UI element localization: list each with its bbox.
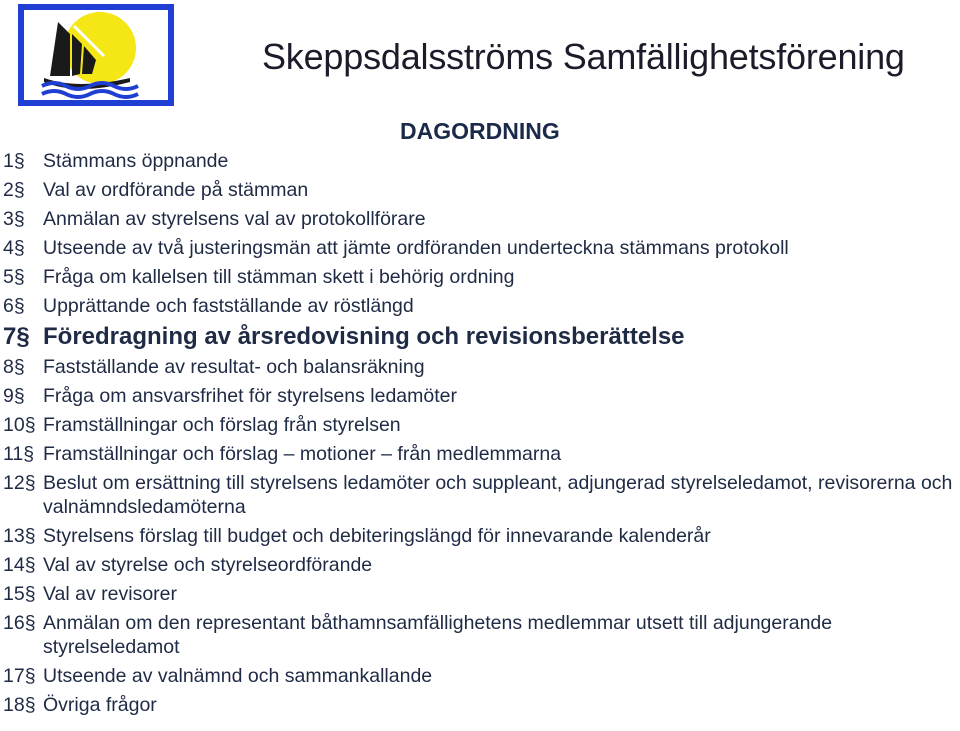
agenda-item-number: 3§ [3, 208, 25, 230]
agenda-item-7 [0, 323, 960, 351]
agenda-item-number: 8§ [3, 356, 25, 378]
agenda-item-text: Fråga om ansvarsfrihet för styrelsens ledamöter [43, 385, 457, 407]
agenda-list [0, 149, 960, 717]
agenda-item-number: 7§ [3, 323, 30, 350]
agenda-heading: DAGORDNING [400, 118, 560, 144]
agenda-item-text: Fråga om kallelsen till stämman skett i behörig ordning [43, 266, 515, 288]
agenda-item-number: 6§ [3, 295, 25, 317]
agenda-item-number: 12§ [3, 472, 36, 494]
agenda-item-1 [0, 149, 960, 173]
agenda-item-number: 17§ [3, 665, 36, 687]
agenda-item-text: Anmälan av styrelsens val av protokollförare [43, 208, 426, 230]
agenda-item-4 [0, 236, 960, 260]
agenda-item-text: Utseende av två justeringsmän att jämte ordföranden underteckna stämmans protokoll [43, 237, 789, 259]
agenda-item-number: 13§ [3, 525, 36, 547]
agenda-item-number: 9§ [3, 385, 25, 407]
agenda-item-text: Utseende av valnämnd och sammankallande [43, 665, 433, 687]
agenda-item-10 [0, 413, 960, 437]
agenda-item-13 [0, 524, 960, 548]
agenda-item-18 [0, 693, 960, 717]
agenda-item-text: Övriga frågor [43, 694, 157, 716]
agenda-item-number: 14§ [3, 554, 36, 576]
agenda-item-15 [0, 582, 960, 606]
agenda-item-6 [0, 294, 960, 318]
agenda-item-number: 15§ [3, 583, 36, 605]
agenda-item-5 [0, 265, 960, 289]
agenda-item-text: Styrelsens förslag till budget och debiteringslängd för innevarande kalenderår [43, 525, 711, 547]
agenda-item-text: Framställningar och förslag – motioner – från medlemmarna [43, 443, 562, 465]
agenda-item-number: 2§ [3, 179, 25, 201]
agenda-item-text: Anmälan om den representant båthamnsamfällighetens medlemmar utsett till adjungerande styrelseledamot [43, 612, 833, 658]
agenda-item-number: 10§ [3, 414, 36, 436]
agenda-item-text: Föredragning av årsredovisning och revisionsberättelse [43, 323, 685, 350]
agenda-item-number: 18§ [3, 694, 36, 716]
agenda-item-3 [0, 207, 960, 231]
agenda-item-number: 16§ [3, 612, 36, 634]
agenda-item-number: 1§ [3, 150, 25, 172]
agenda-item-8 [0, 355, 960, 379]
agenda-item-text: Val av ordförande på stämman [43, 179, 309, 201]
agenda-item-number: 5§ [3, 266, 25, 288]
sailboat-logo-icon [18, 4, 174, 106]
agenda-item-text: Beslut om ersättning till styrelsens ledamöter och suppleant, adjungerad styrelseledamot, revisorerna och valnämndsledamöterna [43, 472, 953, 518]
agenda-item-9 [0, 384, 960, 408]
agenda-item-17 [0, 664, 960, 688]
agenda-item-number: 4§ [3, 237, 25, 259]
agenda-item-number: 11§ [3, 443, 35, 465]
agenda-item-text: Fastställande av resultat- och balansräkning [43, 356, 425, 378]
agenda-item-11 [0, 442, 960, 466]
agenda-item-text: Stämmans öppnande [43, 150, 229, 172]
agenda-item-16 [0, 611, 960, 659]
agenda-item-text: Val av revisorer [43, 583, 178, 605]
agenda-item-text: Val av styrelse och styrelseordförande [43, 554, 373, 576]
organization-title: Skeppsdalsströms Samfällighetsförening [262, 36, 905, 77]
agenda-item-text: Framställningar och förslag från styrelsen [43, 414, 401, 436]
agenda-item-2 [0, 178, 960, 202]
agenda-item-14 [0, 553, 960, 577]
agenda-item-text: Upprättande och fastställande av röstlängd [43, 295, 414, 317]
agenda-item-12 [0, 471, 960, 519]
